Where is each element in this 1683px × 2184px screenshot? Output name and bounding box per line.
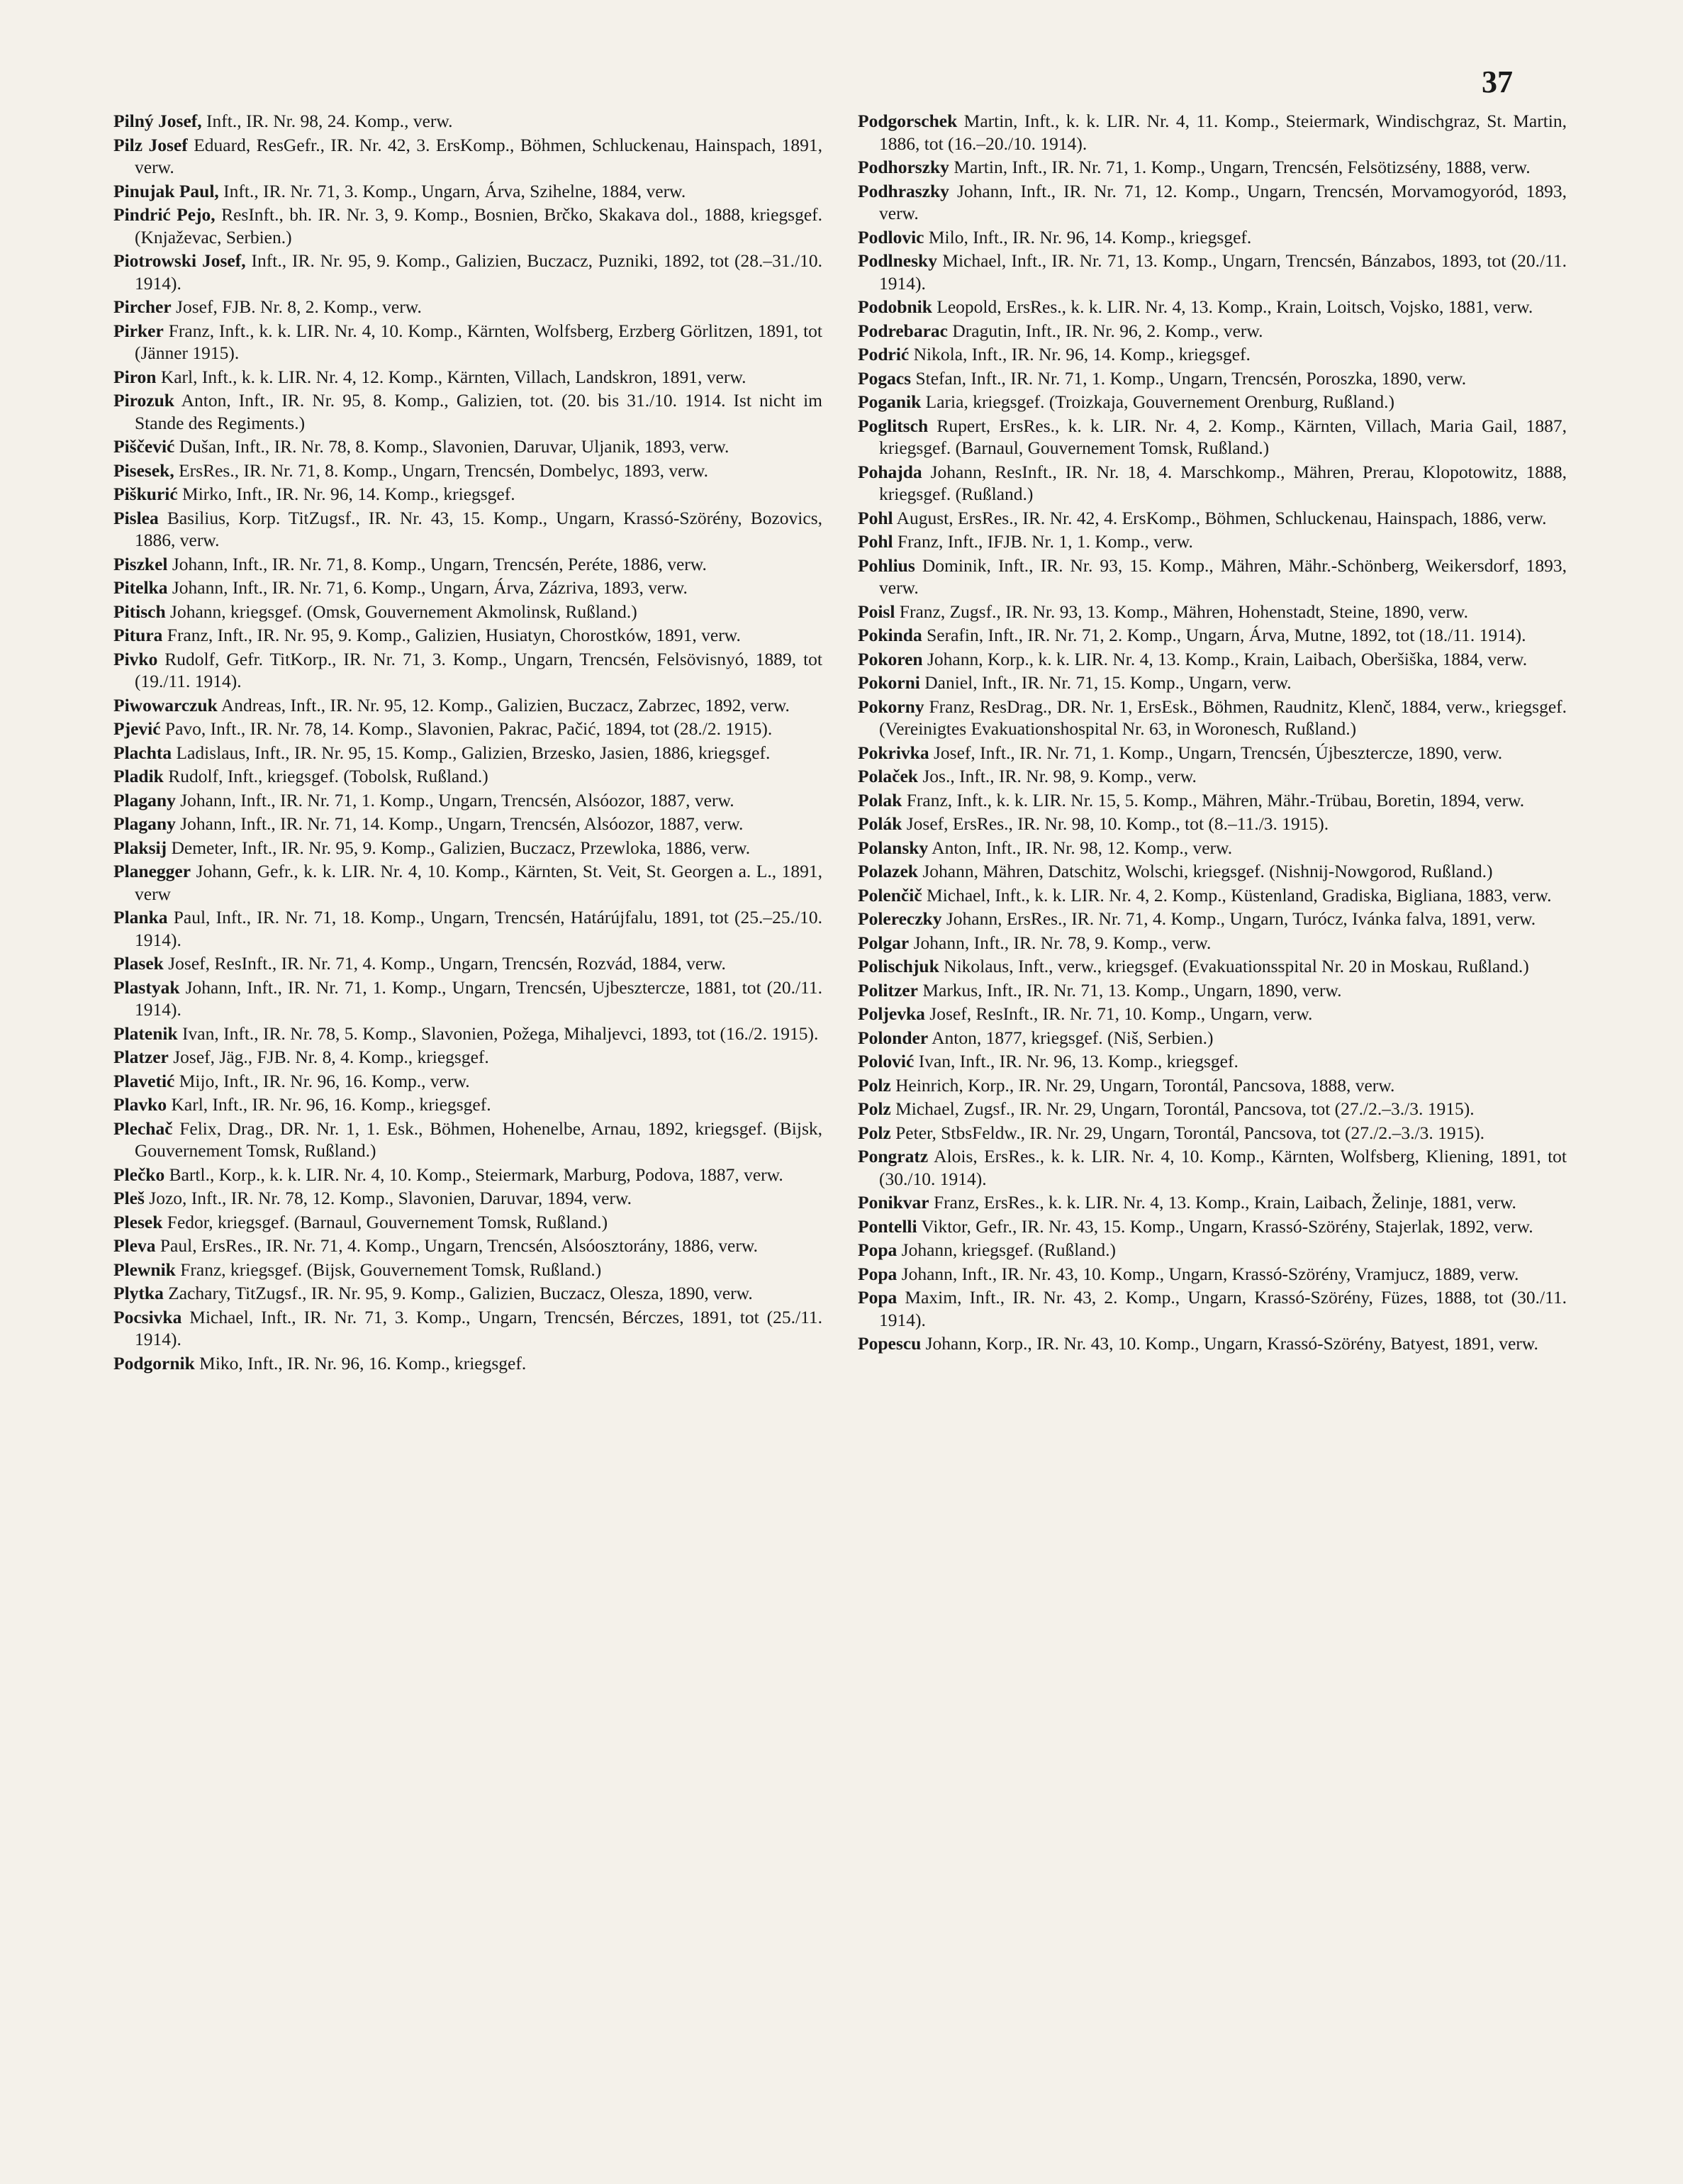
entry-details: Laria, kriegsgef. (Troizkaja, Gouvernement Orenburg, Rußland.)	[925, 391, 1395, 412]
entry-name: Popa	[858, 1287, 898, 1308]
entry-details: Nikolaus, Inft., verw., kriegsgef. (Evakuationsspital Nr. 20 in Moskau, Rußland.)	[944, 956, 1529, 976]
list-entry	[113, 366, 822, 389]
list-entry	[858, 320, 1567, 342]
entry-details: Alois, ErsRes., k. k. LIR. Nr. 4, 10. Komp., Kärnten, Wolfsberg, Kliening, 1891, tot (30./10. 1914).	[879, 1146, 1567, 1189]
list-entry	[113, 813, 822, 835]
list-entry	[858, 507, 1567, 530]
list-entry	[113, 1306, 822, 1351]
entry-details: Karl, Inft., k. k. LIR. Nr. 4, 12. Komp., Kärnten, Villach, Landskron, 1891, verw.	[160, 366, 747, 387]
list-entry	[858, 1050, 1567, 1073]
list-entry	[113, 1259, 822, 1281]
entry-details: Basilius, Korp. TitZugsf., IR. Nr. 43, 15. Komp., Ungarn, Krassó-Szörény, Bozovics, 1886, verw.	[135, 507, 823, 550]
entry-details: Rupert, ErsRes., k. k. LIR. Nr. 4, 2. Komp., Kärnten, Villach, Maria Gail, 1887, kriegsgef. (Barnaul, Gouvernement Tomsk, Rußland.)	[879, 415, 1567, 458]
entry-name: Pivko	[113, 648, 158, 669]
list-entry	[113, 576, 822, 599]
list-entry	[858, 979, 1567, 1002]
list-entry	[113, 1070, 822, 1093]
entry-name: Pleš	[113, 1188, 145, 1208]
entry-details: Franz, Inft., IR. Nr. 95, 9. Komp., Galizien, Husiatyn, Chorostków, 1891, verw.	[167, 625, 741, 645]
entry-details: Maxim, Inft., IR. Nr. 43, 2. Komp., Ungarn, Krassó-Szörény, Füzes, 1888, tot (30./11. 1914).	[879, 1287, 1567, 1330]
list-entry	[858, 226, 1567, 249]
entry-details: Serafin, Inft., IR. Nr. 71, 2. Komp., Ungarn, Árva, Mutne, 1892, tot (18./11. 1914).	[927, 625, 1526, 645]
list-entry	[113, 435, 822, 458]
list-entry	[858, 530, 1567, 553]
entry-details: Heinrich, Korp., IR. Nr. 29, Ungarn, Torontál, Pancsova, 1888, verw.	[895, 1074, 1395, 1096]
entry-name: Pitisch	[113, 601, 166, 622]
list-entry	[858, 391, 1567, 413]
entry-name: Plavko	[113, 1094, 167, 1115]
entry-details: Bartl., Korp., k. k. LIR. Nr. 4, 10. Komp., Steiermark, Marburg, Podova, 1887, verw.	[169, 1164, 783, 1185]
list-entry	[858, 555, 1567, 599]
entry-name: Plewnik	[113, 1259, 176, 1280]
entry-details: Nikola, Inft., IR. Nr. 96, 14. Komp., kriegsgef.	[913, 344, 1251, 364]
list-entry	[113, 837, 822, 859]
entry-name: Plaksij	[113, 837, 167, 858]
entry-details: Johann, Inft., IR. Nr. 78, 9. Komp., verw.	[913, 932, 1212, 953]
list-entry	[858, 1286, 1567, 1331]
entry-details: Johann, ResInft., IR. Nr. 18, 4. Marschkomp., Mähren, Prerau, Klopotowitz, 1888, kriegsgef. (Rußland.)	[879, 461, 1567, 504]
entry-details: Inft., IR. Nr. 95, 9. Komp., Galizien, Buczacz, Puzniki, 1892, tot (28.–31./10. 1914).	[135, 250, 822, 294]
list-entry	[113, 648, 822, 693]
list-entry	[858, 1263, 1567, 1286]
entry-name: Polák	[858, 813, 902, 834]
entry-name: Pocsivka	[113, 1306, 182, 1327]
list-entry	[858, 884, 1567, 907]
entry-details: Franz, Inft., k. k. LIR. Nr. 15, 5. Komp., Mähren, Mähr.-Trübau, Boretin, 1894, verw.	[906, 789, 1525, 810]
entry-name: Polereczky	[858, 908, 942, 929]
entry-name: Podrić	[858, 344, 910, 364]
entry-details: Daniel, Inft., IR. Nr. 71, 15. Komp., Ungarn, verw.	[924, 672, 1292, 693]
entry-details: Markus, Inft., IR. Nr. 71, 13. Komp., Ungarn, 1890, verw.	[922, 979, 1342, 1001]
list-entry	[858, 860, 1567, 883]
list-entry	[858, 648, 1567, 671]
entry-name: Polonder	[858, 1027, 929, 1048]
entry-name: Popescu	[858, 1333, 922, 1354]
list-entry	[858, 789, 1567, 812]
list-entry	[113, 389, 822, 434]
left-column	[113, 110, 822, 2152]
list-entry	[113, 1282, 822, 1305]
entry-name: Piszkel	[113, 553, 168, 574]
entry-name: Pongratz	[858, 1146, 929, 1166]
list-entry	[858, 156, 1567, 179]
entry-details: Johann, Gefr., k. k. LIR. Nr. 4, 10. Komp., Kärnten, St. Veit, St. Georgen a. L., 1891, verw	[135, 861, 822, 904]
entry-name: Pokorni	[858, 672, 920, 693]
entry-details: Rudolf, Gefr. TitKorp., IR. Nr. 71, 3. Komp., Ungarn, Trencsén, Felsövisnyó, 1889, tot (19./11. 1914).	[135, 648, 822, 691]
entry-details: Karl, Inft., IR. Nr. 96, 16. Komp., kriegsgef.	[171, 1094, 491, 1115]
entry-details: Michael, Inft., IR. Nr. 71, 13. Komp., Ungarn, Trencsén, Bánzabos, 1893, tot (20./11. 1914).	[879, 250, 1567, 294]
entry-details: Josef, ErsRes., IR. Nr. 98, 10. Komp., tot (8.–11./3. 1915).	[906, 813, 1329, 834]
list-entry	[858, 180, 1567, 225]
entry-name: Podgornik	[113, 1352, 195, 1374]
entry-name: Pitelka	[113, 577, 168, 598]
entry-details: Dragutin, Inft., IR. Nr. 96, 2. Komp., verw.	[952, 320, 1263, 341]
entry-name: Polgar	[858, 932, 910, 953]
list-entry	[858, 696, 1567, 740]
entry-name: Poglitsch	[858, 415, 929, 436]
entry-name: Politzer	[858, 979, 918, 1001]
list-entry	[858, 1191, 1567, 1214]
entry-name: Podrebarac	[858, 320, 949, 341]
entry-name: Podhraszky	[858, 180, 949, 201]
entry-details: Rudolf, Inft., kriegsgef. (Tobolsk, Rußland.)	[168, 766, 488, 786]
entry-name: Planegger	[113, 861, 191, 881]
entry-name: Pokinda	[858, 625, 922, 645]
entry-name: Polazek	[858, 861, 918, 881]
entry-name: Plesek	[113, 1211, 163, 1232]
entry-details: Inft., IR. Nr. 98, 24. Komp., verw.	[206, 111, 453, 131]
list-entry	[113, 1164, 822, 1186]
entry-name: Pohl	[858, 531, 893, 552]
entry-details: Paul, ErsRes., IR. Nr. 71, 4. Komp., Ungarn, Trencsén, Alsóosztorány, 1886, verw.	[160, 1235, 758, 1256]
list-entry	[858, 601, 1567, 623]
entry-details: Johann, Mähren, Datschitz, Wolschi, kriegsgef. (Nishnij-Nowgorod, Rußland.)	[922, 861, 1493, 881]
entry-details: Josef, Jäg., FJB. Nr. 8, 4. Komp., kriegsgef.	[173, 1047, 489, 1067]
entry-name: Pontelli	[858, 1215, 917, 1237]
list-entry	[858, 1122, 1567, 1144]
entry-details: Josef, Inft., IR. Nr. 71, 1. Komp., Ungarn, Trencsén, Újbesztercze, 1890, verw.	[933, 742, 1503, 763]
entry-details: Pavo, Inft., IR. Nr. 78, 14. Komp., Slavonien, Pakrac, Pačić, 1894, tot (28./2. 1915).	[164, 718, 773, 739]
entry-name: Pirozuk	[113, 390, 174, 411]
entry-name: Plechač	[113, 1118, 173, 1139]
entry-details: Miko, Inft., IR. Nr. 96, 16. Komp., kriegsgef.	[199, 1352, 527, 1374]
list-entry	[858, 415, 1567, 459]
entry-name: Popa	[858, 1239, 898, 1260]
entry-name: Polenčič	[858, 884, 922, 906]
entry-details: Martin, Inft., k. k. LIR. Nr. 4, 11. Komp., Steiermark, Windischgraz, St. Martin, 1886, tot (16.–20./10. 1914).	[879, 111, 1567, 154]
entry-name: Poljevka	[858, 1003, 925, 1024]
entry-details: Johann, Inft., IR. Nr. 71, 8. Komp., Ungarn, Trencsén, Peréte, 1886, verw.	[172, 553, 707, 574]
entry-details: Johann, Inft., IR. Nr. 71, 6. Komp., Ungarn, Árva, Zázriva, 1893, verw.	[172, 577, 688, 598]
entry-name: Piškurić	[113, 484, 178, 504]
entry-details: August, ErsRes., IR. Nr. 42, 4. ErsKomp., Böhmen, Schluckenau, Hainspach, 1886, verw.	[896, 507, 1547, 528]
entry-name: Plastyak	[113, 976, 180, 998]
entry-details: Mijo, Inft., IR. Nr. 96, 16. Komp., verw.	[179, 1070, 470, 1091]
list-entry	[113, 110, 822, 133]
entry-name: Plečko	[113, 1164, 165, 1185]
entry-name: Piwowarczuk	[113, 694, 218, 715]
entry-name: Pohl	[858, 507, 893, 528]
entry-details: Paul, Inft., IR. Nr. 71, 18. Komp., Ungarn, Trencsén, Határújfalu, 1891, tot (25.–25./10. 1914).	[135, 907, 822, 950]
entry-details: Peter, StbsFeldw., IR. Nr. 29, Ungarn, Torontál, Pancsova, tot (27./2.–3./3. 1915).	[895, 1122, 1484, 1143]
entry-details: Anton, Inft., IR. Nr. 98, 12. Komp., verw.	[932, 837, 1233, 858]
entry-details: Johann, Inft., IR. Nr. 43, 10. Komp., Ungarn, Krassó-Szörény, Vramjucz, 1889, verw.	[901, 1263, 1519, 1284]
list-entry	[113, 250, 822, 294]
list-entry	[113, 906, 822, 951]
entry-name: Platenik	[113, 1023, 178, 1044]
list-entry	[858, 908, 1567, 930]
list-entry	[113, 134, 822, 179]
list-entry	[113, 1118, 822, 1162]
entry-details: Franz, Inft., IFJB. Nr. 1, 1. Komp., verw.	[897, 531, 1193, 552]
list-entry	[113, 507, 822, 552]
list-entry	[858, 296, 1567, 318]
entry-name: Piščević	[113, 436, 175, 457]
entry-details: Milo, Inft., IR. Nr. 96, 14. Komp., kriegsgef.	[928, 226, 1252, 247]
list-entry	[113, 976, 822, 1021]
entry-name: Plagany	[113, 789, 176, 810]
list-entry	[113, 483, 822, 506]
entry-name: Pogacs	[858, 367, 912, 389]
entry-details: Viktor, Gefr., IR. Nr. 43, 15. Komp., Ungarn, Krassó-Szörény, Stajerlak, 1892, verw.	[921, 1215, 1533, 1237]
entry-details: Jos., Inft., IR. Nr. 98, 9. Komp., verw.	[922, 766, 1197, 786]
list-entry	[858, 343, 1567, 366]
list-entry	[113, 765, 822, 788]
entry-details: Michael, Zugsf., IR. Nr. 29, Ungarn, Torontál, Pancsova, tot (27./2.–3./3. 1915).	[895, 1098, 1475, 1119]
entry-name: Pindrić Pejo,	[113, 204, 216, 225]
list-entry	[858, 672, 1567, 694]
entry-name: Poisl	[858, 601, 895, 622]
entry-name: Polak	[858, 789, 902, 810]
entry-details: Johann, Inft., IR. Nr. 71, 1. Komp., Ungarn, Trencsén, Ujbesztercze, 1881, tot (20./11. 1914).	[135, 976, 822, 1020]
list-entry	[113, 459, 822, 482]
list-entry	[113, 320, 822, 364]
entry-details: Michael, Inft., k. k. LIR. Nr. 4, 2. Komp., Küstenland, Gradiska, Bigliana, 1883, verw.	[927, 884, 1552, 906]
list-entry	[113, 1046, 822, 1069]
list-entry	[113, 601, 822, 623]
entry-details: Andreas, Inft., IR. Nr. 95, 12. Komp., Galizien, Buczacz, Zabrzec, 1892, verw.	[220, 694, 790, 715]
entry-details: Martin, Inft., IR. Nr. 71, 1. Komp., Ungarn, Trencsén, Felsötizsény, 1888, verw.	[954, 157, 1531, 177]
list-entry	[858, 1239, 1567, 1261]
entry-details: Dominik, Inft., IR. Nr. 93, 15. Komp., Mähren, Mähr.-Schönberg, Weikersdorf, 1893, verw.	[879, 555, 1567, 598]
entry-details: Franz, Inft., k. k. LIR. Nr. 4, 10. Komp., Kärnten, Wolfsberg, Erzberg Görlitzen, 1891, tot (Jänner 1915).	[135, 320, 822, 363]
entry-name: Podobnik	[858, 296, 932, 317]
entry-name: Plachta	[113, 742, 172, 763]
list-entry	[858, 461, 1567, 506]
entry-name: Podlnesky	[858, 250, 937, 271]
entry-name: Podlovic	[858, 226, 924, 247]
entry-details: Johann, Inft., IR. Nr. 71, 14. Komp., Ungarn, Trencsén, Alsóozor, 1887, verw.	[180, 813, 744, 834]
list-entry	[113, 860, 822, 905]
entry-details: Josef, FJB. Nr. 8, 2. Komp., verw.	[176, 296, 422, 317]
entry-name: Pjević	[113, 718, 161, 739]
entry-details: Dušan, Inft., IR. Nr. 78, 8. Komp., Slavonien, Daruvar, Uljanik, 1893, verw.	[179, 436, 729, 457]
entry-name: Pilný Josef,	[113, 111, 202, 131]
entry-name: Piron	[113, 366, 157, 387]
list-entry	[113, 180, 822, 203]
entry-details: Franz, Zugsf., IR. Nr. 93, 13. Komp., Mähren, Hohenstadt, Steine, 1890, verw.	[899, 601, 1468, 622]
entry-name: Pohlius	[858, 555, 915, 576]
entry-name: Ponikvar	[858, 1192, 929, 1213]
entry-details: Ladislaus, Inft., IR. Nr. 95, 15. Komp., Galizien, Brzesko, Jasien, 1886, kriegsgef.	[176, 742, 771, 763]
list-entry	[858, 955, 1567, 978]
list-entry	[858, 837, 1567, 859]
list-entry	[858, 1215, 1567, 1238]
entry-details: Zachary, TitZugsf., IR. Nr. 95, 9. Komp., Galizien, Buczacz, Olesza, 1890, verw.	[168, 1283, 753, 1303]
entry-details: Jozo, Inft., IR. Nr. 78, 12. Komp., Slavonien, Daruvar, 1894, verw.	[149, 1188, 632, 1208]
list-entry	[858, 765, 1567, 788]
entry-name: Pokrivka	[858, 742, 929, 763]
list-entry	[113, 694, 822, 717]
list-entry	[113, 1352, 822, 1375]
entry-details: Michael, Inft., IR. Nr. 71, 3. Komp., Ungarn, Trencsén, Bérczes, 1891, tot (25./11. 1914).	[135, 1306, 822, 1349]
list-entry	[858, 367, 1567, 390]
entry-details: Josef, ResInft., IR. Nr. 71, 4. Komp., Ungarn, Trencsén, Rozvád, 1884, verw.	[168, 953, 726, 974]
list-entry	[113, 204, 822, 248]
entry-name: Pokorny	[858, 696, 924, 717]
entry-name: Pitura	[113, 625, 163, 645]
entry-details: Anton, Inft., IR. Nr. 95, 8. Komp., Galizien, tot. (20. bis 31./10. 1914. Ist nicht im Stande des Regiments.)	[135, 390, 822, 433]
entry-details: Franz, kriegsgef. (Bijsk, Gouvernement Tomsk, Rußland.)	[180, 1259, 602, 1280]
list-entry	[858, 1098, 1567, 1120]
list-entry	[113, 1235, 822, 1257]
list-entry	[113, 952, 822, 975]
entry-details: Johann, Korp., IR. Nr. 43, 10. Komp., Ungarn, Krassó-Szörény, Batyest, 1891, verw.	[925, 1333, 1538, 1354]
entry-details: Johann, Inft., IR. Nr. 71, 1. Komp., Ungarn, Trencsén, Alsóozor, 1887, verw.	[180, 789, 734, 810]
entry-details: Fedor, kriegsgef. (Barnaul, Gouvernement Tomsk, Rußland.)	[167, 1211, 608, 1232]
list-entry	[113, 1023, 822, 1045]
list-entry	[858, 932, 1567, 954]
entry-details: Franz, ResDrag., DR. Nr. 1, ErsEsk., Böhmen, Raudnitz, Klenč, 1884, verw., kriegsgef. (Vereinigtes Evakuationshospital Nr. 63, in Woronesch, Rußland.)	[879, 696, 1567, 739]
list-entry	[113, 1093, 822, 1116]
page-number: 37	[1482, 65, 1513, 99]
entry-name: Polz	[858, 1122, 891, 1143]
entry-details: Johann, kriegsgef. (Rußland.)	[901, 1239, 1117, 1260]
entry-name: Planka	[113, 907, 168, 927]
entry-details: Johann, ErsRes., IR. Nr. 71, 4. Komp., Ungarn, Turócz, Ivánka falva, 1891, verw.	[946, 908, 1536, 929]
entry-name: Polz	[858, 1074, 891, 1096]
list-entry	[113, 1211, 822, 1234]
list-entry	[858, 250, 1567, 294]
entry-name: Polischjuk	[858, 956, 939, 976]
entry-details: Ivan, Inft., IR. Nr. 96, 13. Komp., kriegsgef.	[918, 1051, 1239, 1071]
entry-details: Ivan, Inft., IR. Nr. 78, 5. Komp., Slavonien, Požega, Mihaljevci, 1893, tot (16./2. 1915).	[182, 1023, 819, 1044]
entry-name: Popa	[858, 1263, 898, 1284]
list-entry	[858, 742, 1567, 764]
list-entry	[113, 789, 822, 812]
entry-name: Pirker	[113, 320, 164, 341]
list-entry	[858, 1027, 1567, 1049]
list-entry	[858, 1145, 1567, 1190]
entry-details: ErsRes., IR. Nr. 71, 8. Komp., Ungarn, Trencsén, Dombelyc, 1893, verw.	[179, 459, 709, 481]
entry-details: Mirko, Inft., IR. Nr. 96, 14. Komp., kriegsgef.	[182, 484, 515, 504]
entry-details: Leopold, ErsRes., k. k. LIR. Nr. 4, 13. Komp., Krain, Loitsch, Vojsko, 1881, verw.	[936, 296, 1533, 317]
entry-name: Plagany	[113, 813, 176, 834]
entry-name: Podgorschek	[858, 111, 958, 131]
list-entry	[858, 110, 1567, 155]
entry-name: Platzer	[113, 1047, 169, 1067]
list-entry	[858, 1003, 1567, 1025]
entry-name: Piotrowski Josef,	[113, 250, 246, 271]
entry-details: ResInft., bh. IR. Nr. 3, 9. Komp., Bosnien, Brčko, Skakava dol., 1888, kriegsgef. (Knjaževac, Serbien.)	[135, 204, 822, 247]
entry-details: Demeter, Inft., IR. Nr. 95, 9. Komp., Galizien, Buczacz, Przewloka, 1886, verw.	[171, 837, 751, 858]
entry-name: Pokoren	[858, 648, 923, 669]
entry-details: Felix, Drag., DR. Nr. 1, 1. Esk., Böhmen, Hohenelbe, Arnau, 1892, kriegsgef. (Bijsk, Gouvernement Tomsk, Rußland.)	[135, 1118, 822, 1161]
entry-details: Stefan, Inft., IR. Nr. 71, 1. Komp., Ungarn, Trencsén, Poroszka, 1890, verw.	[915, 367, 1467, 389]
entry-name: Pislea	[113, 507, 159, 528]
entry-name: Plasek	[113, 953, 164, 974]
right-column	[858, 110, 1567, 2152]
entry-name: Poganik	[858, 391, 922, 412]
entry-name: Polaček	[858, 766, 918, 786]
entry-name: Polović	[858, 1051, 915, 1071]
entry-name: Polz	[858, 1098, 891, 1119]
entry-details: Franz, ErsRes., k. k. LIR. Nr. 4, 13. Komp., Krain, Laibach, Želinje, 1881, verw.	[933, 1192, 1516, 1213]
entry-name: Pleva	[113, 1235, 156, 1256]
list-entry	[113, 742, 822, 764]
entry-details: Johann, Korp., k. k. LIR. Nr. 4, 13. Komp., Krain, Laibach, Oberšiška, 1884, verw.	[927, 648, 1528, 669]
entry-name: Pilz Josef	[113, 134, 188, 155]
list-entry	[858, 1074, 1567, 1097]
list-entry	[113, 553, 822, 576]
list-entry	[858, 1332, 1567, 1355]
entry-name: Pinujak Paul,	[113, 180, 219, 201]
list-entry	[113, 296, 822, 318]
entry-name: Pohajda	[858, 461, 922, 482]
entry-details: Johann, kriegsgef. (Omsk, Gouvernement Akmolinsk, Rußland.)	[170, 601, 637, 622]
entry-details: Eduard, ResGefr., IR. Nr. 42, 3. ErsKomp., Böhmen, Schluckenau, Hainspach, 1891, verw.	[135, 134, 822, 177]
list-entry	[858, 813, 1567, 835]
list-entry	[113, 718, 822, 740]
entry-details: Josef, ResInft., IR. Nr. 71, 10. Komp., Ungarn, verw.	[929, 1003, 1313, 1024]
entry-details: Inft., IR. Nr. 71, 3. Komp., Ungarn, Árva, Szihelne, 1884, verw.	[223, 180, 686, 201]
columns-container	[113, 110, 1567, 2152]
entry-name: Pircher	[113, 296, 172, 317]
list-entry	[113, 1187, 822, 1210]
entry-name: Polansky	[858, 837, 929, 858]
entry-details: Johann, Inft., IR. Nr. 71, 12. Komp., Ungarn, Trencsén, Morvamogyoród, 1893, verw.	[879, 180, 1567, 223]
entry-details: Anton, 1877, kriegsgef. (Niš, Serbien.)	[932, 1027, 1214, 1048]
list-entry	[858, 624, 1567, 647]
list-entry	[113, 624, 822, 647]
entry-name: Plavetić	[113, 1070, 175, 1091]
entry-name: Pladik	[113, 766, 164, 786]
entry-name: Plytka	[113, 1283, 164, 1303]
entry-name: Pisesek,	[113, 459, 174, 481]
entry-name: Podhorszky	[858, 157, 949, 177]
